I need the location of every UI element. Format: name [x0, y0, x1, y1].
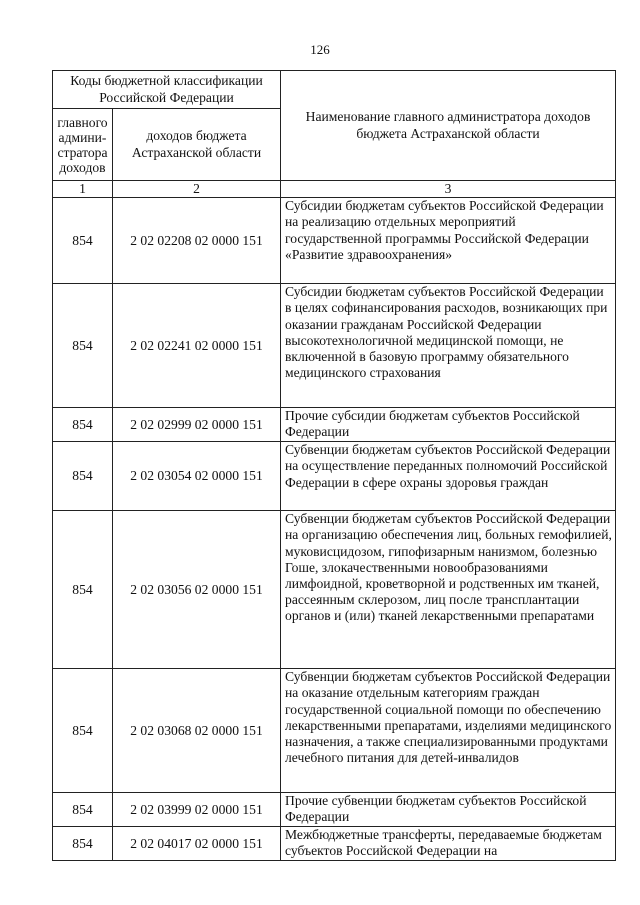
column-number-2: 2 — [113, 181, 281, 198]
admin-code-cell: 854 — [53, 198, 113, 284]
table-row — [53, 511, 616, 669]
income-name-cell: Субсидии бюджетам субъектов Российской Федерации в целях софинансирования расходов, возникающих при оказании гражданам Российской Федерации высокотехнологичной медицинской помощи, не включенной в базовую программу обязательного медицинского страхования — [281, 284, 616, 408]
codes-group-header: Коды бюджетной классификации Российской Федерации — [53, 71, 281, 109]
income-code-cell: 2 02 03054 02 0000 151 — [113, 442, 281, 511]
column-number-1: 1 — [53, 181, 113, 198]
income-name-cell: Субвенции бюджетам субъектов Российской Федерации на осуществление переданных полномочий Российской Федерации в сфере охраны здоровья граждан — [281, 442, 616, 511]
income-name-cell: Субвенции бюджетам субъектов Российской Федерации на оказание отдельным категориям граждан государственной социальной помощи по обеспечению лекарственными препаратами, изделиями медицинского назначения, а также специализированными продуктами лечебного питания для детей-инвалидов — [281, 669, 616, 793]
admin-code-cell: 854 — [53, 284, 113, 408]
income-code-cell: 2 02 02208 02 0000 151 — [113, 198, 281, 284]
income-name-cell: Прочие субвенции бюджетам субъектов Российской Федерации — [281, 793, 616, 827]
table-row — [53, 284, 616, 408]
table-row — [53, 408, 616, 442]
income-name-cell: Межбюджетные трансферты, передаваемые бюджетам субъектов Российской Федерации на — [281, 827, 616, 861]
income-code-cell: 2 02 02241 02 0000 151 — [113, 284, 281, 408]
income-code-header: доходов бюджета Астраханской области — [113, 109, 281, 181]
budget-classification-table — [52, 70, 616, 861]
table-row — [53, 198, 616, 284]
income-code-cell: 2 02 03056 02 0000 151 — [113, 511, 281, 669]
income-code-cell: 2 02 04017 02 0000 151 — [113, 827, 281, 861]
table-row — [53, 827, 616, 861]
admin-code-cell: 854 — [53, 669, 113, 793]
income-name-cell: Субвенции бюджетам субъектов Российской Федерации на организацию обеспечения лиц, больных гемофилией, муковисцидозом, гипофизарным нанизмом, болезнью Гоше, злокачественными новообразованиями лимфоидной, кроветворной и родственных им тканей, рассеянным склерозом, лиц после трансплантации органов и (или) тканей лекарственными препаратами — [281, 511, 616, 669]
income-code-cell: 2 02 03999 02 0000 151 — [113, 793, 281, 827]
income-code-cell: 2 02 02999 02 0000 151 — [113, 408, 281, 442]
table-row — [53, 669, 616, 793]
admin-name-header: Наименование главного администратора доходов бюджета Астраханской области — [281, 71, 616, 181]
income-name-cell: Субсидии бюджетам субъектов Российской Федерации на реализацию отдельных мероприятий государственной программы Российской Федерации «Развитие здравоохранения» — [281, 198, 616, 284]
admin-code-cell: 854 — [53, 408, 113, 442]
admin-code-header: главного админи-стратора доходов — [53, 109, 113, 181]
admin-code-cell: 854 — [53, 511, 113, 669]
admin-code-cell: 854 — [53, 827, 113, 861]
admin-code-cell: 854 — [53, 442, 113, 511]
column-number-3: 3 — [281, 181, 616, 198]
income-code-cell: 2 02 03068 02 0000 151 — [113, 669, 281, 793]
table-row — [53, 793, 616, 827]
admin-code-cell: 854 — [53, 793, 113, 827]
page-number: 126 — [310, 42, 330, 57]
table-row — [53, 442, 616, 511]
income-name-cell: Прочие субсидии бюджетам субъектов Российской Федерации — [281, 408, 616, 442]
